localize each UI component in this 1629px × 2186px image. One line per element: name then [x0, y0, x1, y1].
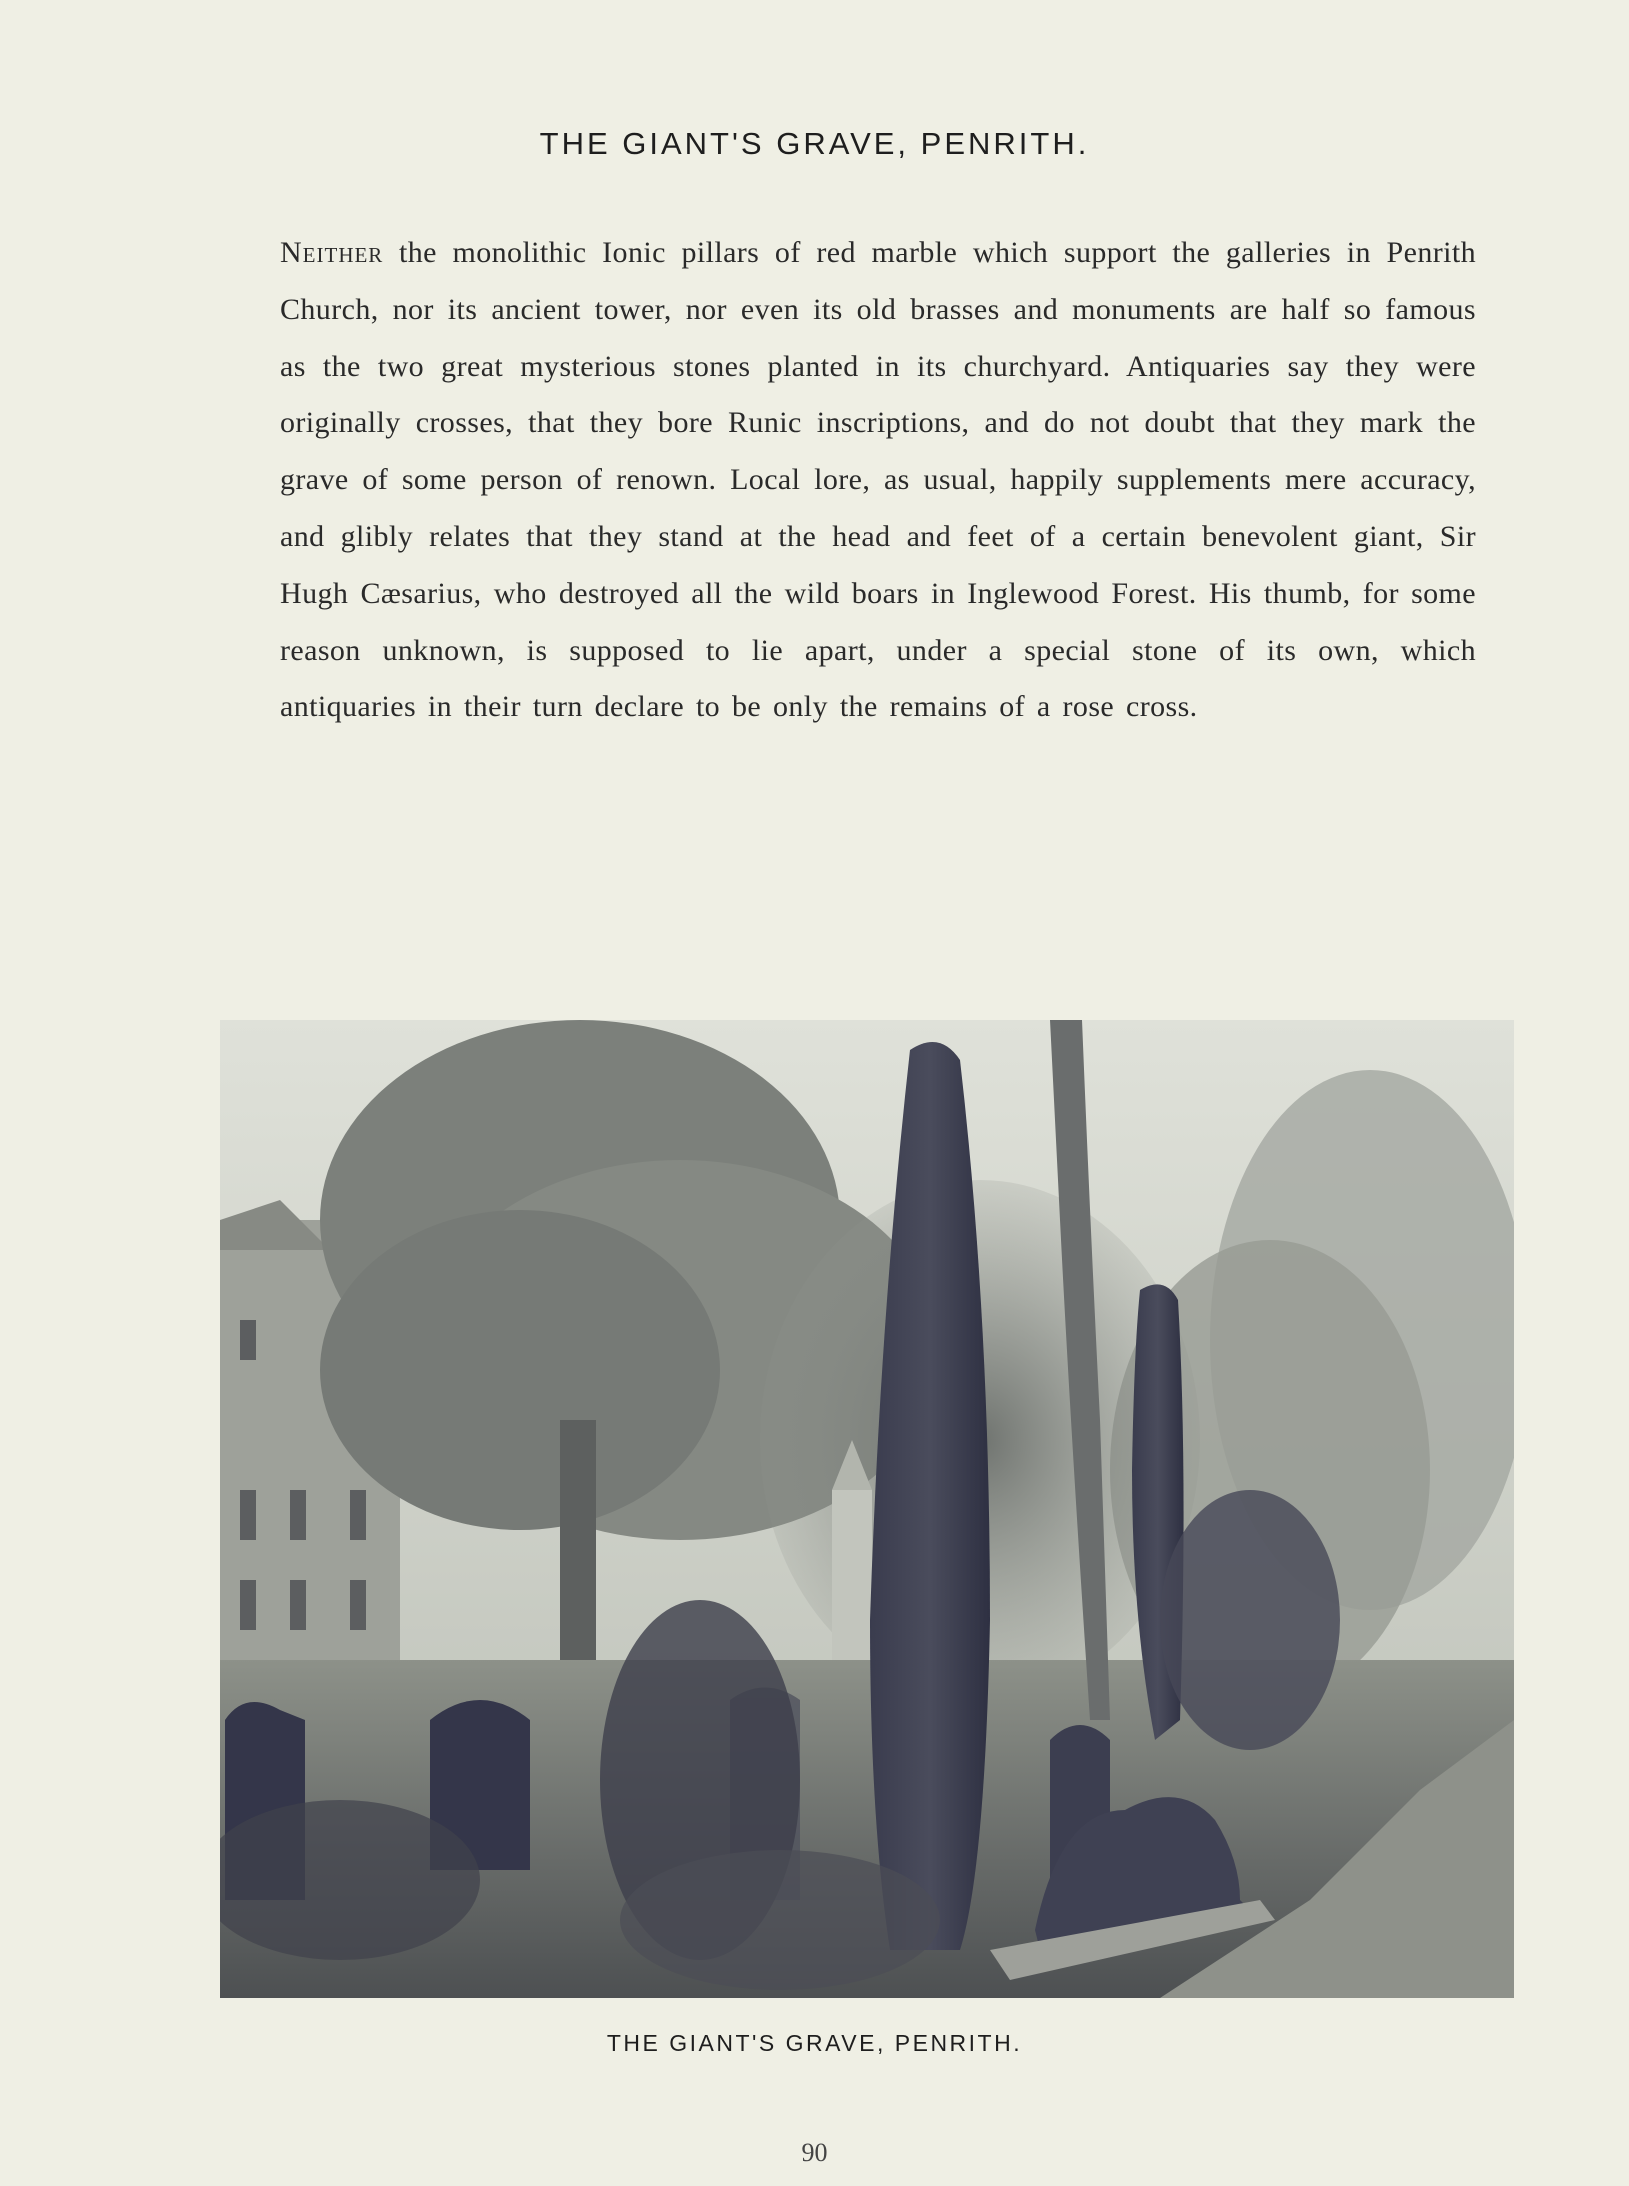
- paragraph-lead-word: Neither: [280, 236, 384, 269]
- body-paragraph: [280, 225, 1476, 736]
- page-title: THE GIANT'S GRAVE, PENRITH.: [539, 126, 1090, 161]
- background-monument: [832, 1490, 872, 1680]
- page-number: 90: [801, 2138, 828, 2167]
- churchyard-photograph: [220, 1020, 1514, 1998]
- shrub-4: [620, 1850, 940, 1990]
- photo-caption: THE GIANT'S GRAVE, PENRITH.: [606, 2030, 1023, 2056]
- paragraph-text: the monolithic Ionic pillars of red marble which support the galleries in Penrith Church, nor its ancient tower, nor even its old brasses and monuments are half so famous as the two great mysterious stones planted in its churchyard. Antiquaries say they were originally crosses, that they bore Runic inscriptions, and do not doubt that they mark the grave of some person of renown. Local lore, as usual, happily supplements mere accuracy, and glibly relates that they stand at the head and feet of a certain benevolent giant, Sir Hugh Cæsarius, who destroyed all the wild boars in Inglewood Forest. His thumb, for some reason unknown, is supposed to lie apart, under a special stone of its own, which antiquaries in their turn declare to be only the remains of a rose cross.: [280, 236, 1476, 724]
- shrub-3: [1160, 1490, 1340, 1750]
- photograph-illustration: [220, 1020, 1514, 1998]
